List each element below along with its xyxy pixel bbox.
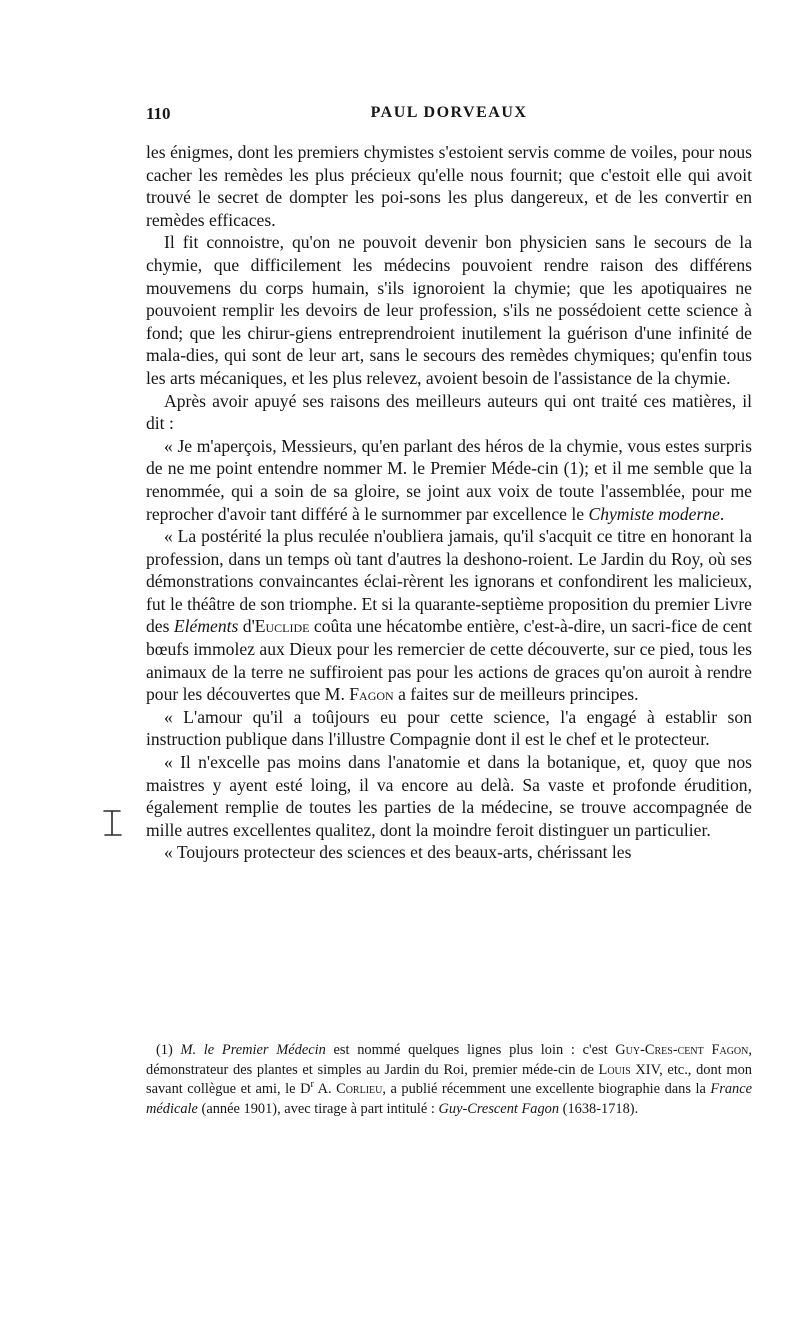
italic-text: M. le Premier Médecin — [180, 1042, 326, 1058]
text-run: d' — [238, 616, 255, 637]
footnotes — [146, 1041, 752, 1119]
italic-text: France médicale — [146, 1081, 752, 1117]
small-caps-name: Corlieu — [336, 1081, 383, 1097]
text-run: A. — [313, 1081, 337, 1097]
text-run: , démonstrateur des plantes et simples au Jardin du Roi, premier méde-cin de — [146, 1042, 752, 1078]
paragraph: Après avoir apuyé ses raisons des meilleurs auteurs qui ont traité ces matières, il dit : — [146, 390, 752, 434]
text-run: coûta une hécatombe entière, c'est-à-dire, un sacri-fice de cent bœufs immolez aux Dieux pour les remercier de cette découverte, sur ce pied, tous les animaux de la terre ne suffiroient pas pour les actions de graces qu'on auroit à rendre pour les découvertes que M. — [146, 616, 752, 705]
paragraph — [146, 525, 752, 706]
running-head: PAUL DORVEAUX — [370, 104, 528, 121]
italic-text: Chymiste moderne — [588, 503, 720, 524]
page-header — [146, 104, 752, 128]
italic-text: Guy-Crescent Fagon — [438, 1100, 560, 1117]
text-run: (1638-1718). — [559, 1100, 639, 1117]
paragraph: « Il n'excelle pas moins dans l'anatomie et dans la botanique, et, quoy que nos maistres y ayent esté loing, il va encore au delà. Sa vaste et profonde érudition, également remplie de toutes les parties de la médecine, se trouve accompagnée de mille autres excellentes qualitez, dont la moindre feroit distinguer un particulier. — [146, 752, 752, 840]
italic-text: Eléments — [173, 616, 239, 637]
paragraph: « Toujours protecteur des sciences et des beaux-arts, chérissant les — [164, 842, 632, 863]
paragraph: les énigmes, dont les premiers chymistes s'estoient servis comme de voiles, pour nous cacher les remèdes les plus précieux qu'elle nous fournit; que c'estoit elle qui avoit trouvé le secret de dompter les poi-sons les plus dangereux, et de les convertir en remèdes efficaces. — [146, 142, 752, 230]
text-run: (1) — [156, 1042, 181, 1058]
text-run: est nommé quelques lignes plus loin : c'est — [325, 1042, 616, 1058]
text-run: (année 1901), avec tirage à part intitulé : — [197, 1100, 439, 1117]
body-text — [146, 141, 752, 864]
paragraph: Il fit connoistre, qu'on ne pouvoit devenir bon physicien sans le secours de la chymie, que difficilement les médecins pouvoient rendre raison des différens mouvemens du corps humain, s'ils ignoroient la chymie; que les apotiquaires ne pouvoient remplir les devoirs de leur profession, s'ils ne possédoient cette science à fond; que les chirur-giens entreprendroient inutilement la guérison d'une infinité de mala-dies, qui sont de leur art, sans le secours des remèdes chymiques; qu'enfin tous les arts mécaniques, et les plus relevez, avoient besoin de l'assistance de la chymie. — [146, 232, 752, 388]
small-caps-name: Euclide — [254, 616, 310, 637]
small-caps-name: Louis — [598, 1061, 631, 1078]
text-run: « Je m'aperçois, Messieurs, qu'en parlant des héros de la chymie, vous estes surpris de ne me point entendre nommer M. le Premier Méde-cin (1); et il me semble que la renommée, qui a soin de sa gloire, se joint aux voix de toute l'assemblée, pour me reprocher d'avoir tant différé à le surnommer par excellence le — [146, 435, 752, 524]
text-run: a faites sur de meilleurs principes. — [393, 684, 639, 705]
superscript: r — [310, 1079, 314, 1091]
small-caps-name: Fagon — [349, 684, 394, 705]
paragraph — [146, 435, 752, 525]
paragraph: « L'amour qu'il a toûjours eu pour cette science, l'a engagé à establir son instruction publique dans l'illustre Compagnie dont il est le chef et le protecteur. — [146, 706, 752, 750]
page-number: 110 — [146, 104, 171, 123]
footnote — [146, 1041, 752, 1119]
text-run: XIV, etc., dont mon savant collègue et ami, le D — [146, 1061, 752, 1097]
text-run: , a publié récemment une excellente biographie dans la — [382, 1081, 711, 1097]
small-caps-name: Guy-Cres-cent Fagon — [615, 1042, 749, 1058]
handwritten-margin-mark — [100, 808, 124, 838]
text-run: . — [719, 503, 725, 524]
text-run: « La postérité la plus reculée n'oubliera jamais, qu'il s'acquit ce titre en honorant la profession, dans un temps où tant d'autres la deshono-roient. Le Jardin du Roy, où ses démonstrations convaincantes éclai-rèrent les ignorans et confondirent les malicieux, fut le théâtre de son triomphe. Et si la quarante-septième proposition du premier Livre des — [146, 526, 752, 637]
